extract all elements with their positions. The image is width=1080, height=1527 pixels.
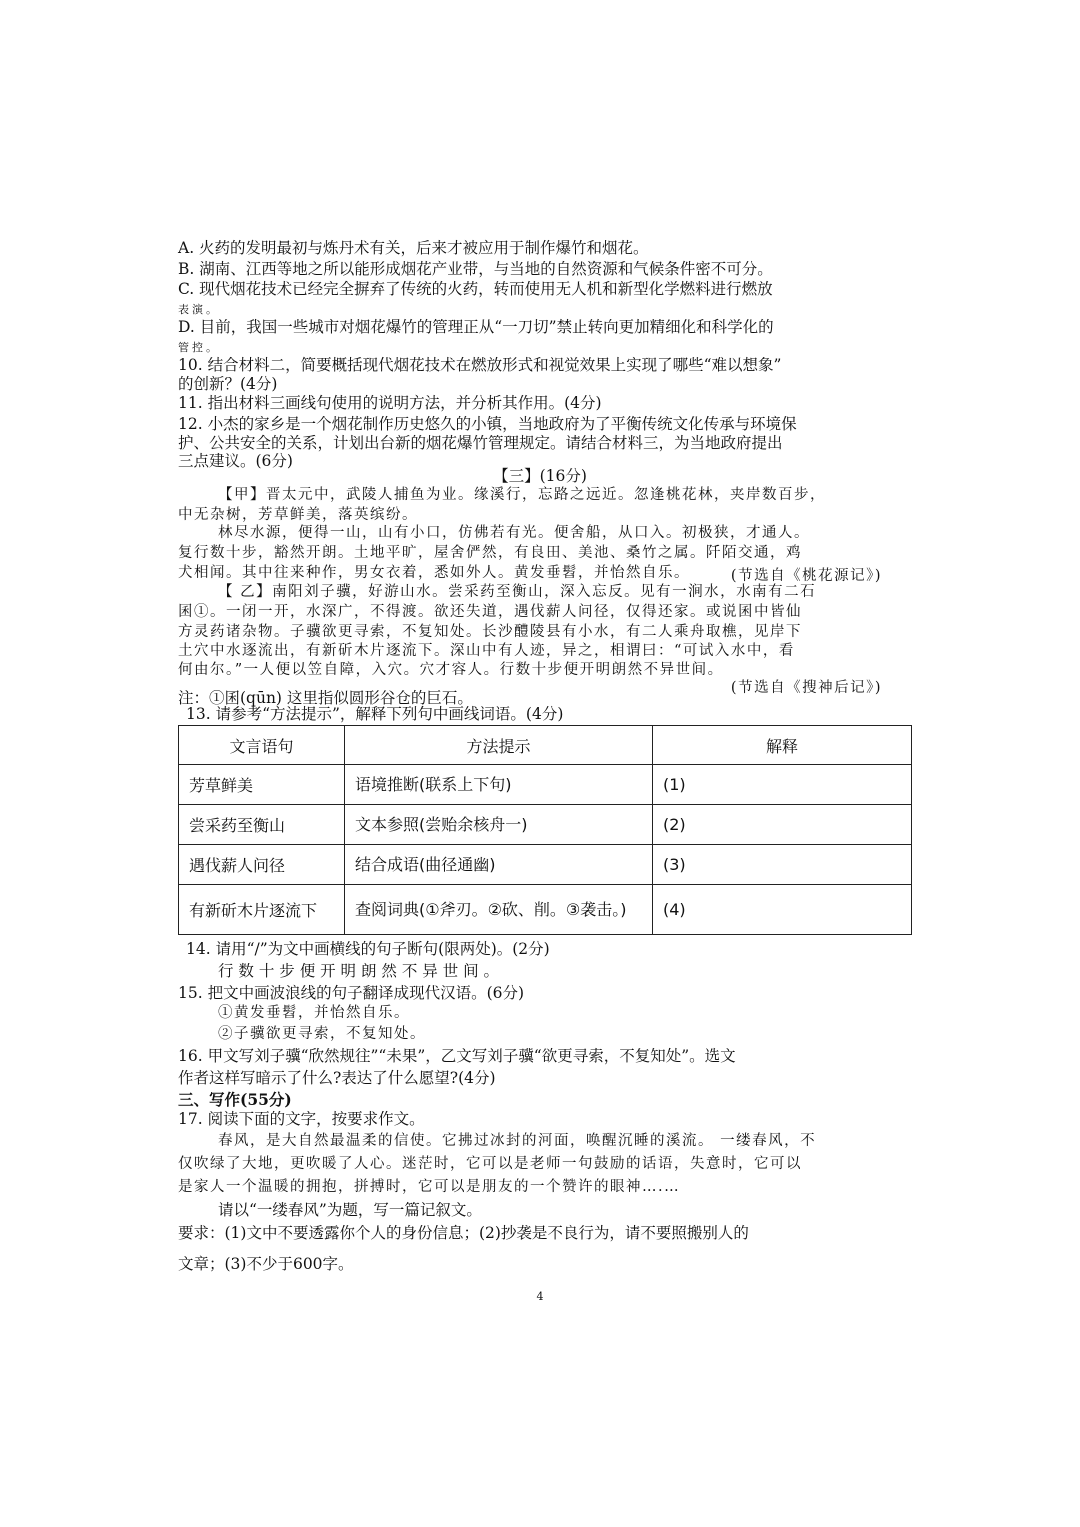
row-answer: (3) <box>653 845 912 885</box>
passage-jia-line3: 林尽水源，便得一山，山有小口，仿佛若有光。便舍船，从口入。初极狭，才通人。 <box>218 525 810 541</box>
header-sentence: 文言语句 <box>179 726 345 765</box>
option-c-line1: C. 现代烟花技术已经完全摒弃了传统的火药，转而使用无人机和新型化学燃料进行燃放 <box>178 280 773 298</box>
writing-para-line2: 仅吹绿了大地，更吹暖了人心。迷茫时，它可以是老师一句鼓励的话语，失意时，它可以 <box>178 1156 802 1172</box>
question-15-sentence2: ②子骥欲更寻索，不复知处。 <box>218 1026 426 1042</box>
row-hint: 结合成语(曲径通幽) <box>345 845 653 885</box>
question-10-line2: 的创新？(4分) <box>178 375 278 393</box>
option-a: A. 火药的发明最初与炼丹术有关，后来才被应用于制作爆竹和烟花。 <box>178 239 649 257</box>
question-12-line3: 三点建议。(6分) <box>178 452 293 470</box>
writing-para-line3: 是家人一个温暖的拥抱，拼搏时，它可以是朋友的一个赞许的眼神….… <box>178 1179 681 1195</box>
passage-yi-line1: 【 乙】南阳刘子骥，好游山水。尝采药至衡山，深入忘反。见有一涧水，水南有二石 <box>218 584 817 600</box>
annotation-note: 注：①囷(qūn) 这里指似圆形谷仓的巨石。 <box>178 689 473 707</box>
table-row <box>179 845 912 885</box>
table-row <box>179 885 912 935</box>
passage-jia-line5: 犬相闻。其中往来种作，男女衣着，悉如外人。黄发垂髫，并怡然自乐。 <box>178 565 690 581</box>
writing-instruction: 请以“一缕春风”为题，写一篇记叙文。 <box>218 1201 482 1219</box>
question-16-line1: 16. 甲文写刘子骥“欣然规往”“未果”，乙文写刘子骥“欲更寻索，不复知处”。选文 <box>178 1047 736 1065</box>
row-sentence: 芳草鲜美 <box>179 765 345 805</box>
table-row <box>179 765 912 805</box>
question-15-prompt: 15. 把文中画波浪线的句子翻译成现代汉语。(6分) <box>178 984 525 1002</box>
question-15-sentence1: ①黄发垂髫，并怡然自乐。 <box>218 1005 410 1021</box>
table-row <box>179 805 912 845</box>
row-hint: 语境推断(联系上下句) <box>345 765 653 805</box>
passage-yi-line5: 何由尔。”一人便以笠自障，入穴。穴才容人。行数十步便开明朗然不异世间。 <box>178 662 724 678</box>
option-b: B. 湖南、江西等地之所以能形成烟花产业带，与当地的自然资源和气候条件密不可分。 <box>178 260 773 278</box>
question-12-line2: 护、公共安全的关系，计划出台新的烟花爆竹管理规定。请结合材料三，为当地政府提出 <box>178 434 783 452</box>
option-d-line1: D. 目前，我国一些城市对烟花爆竹的管理正从“一刀切”禁止转向更加精细化和科学化的 <box>178 318 774 336</box>
passage-yi-line3: 方灵药诸杂物。子骥欲更寻索，不复知处。长沙醴陵县有小水，有二人乘舟取樵，见岸下 <box>178 624 802 640</box>
writing-requirements-line1: 要求：(1)文中不要透露你个人的身份信息；(2)抄袭是不良行为，请不要照搬别人的 <box>178 1224 749 1242</box>
section-3-title: 【三】(16分) <box>493 467 587 485</box>
row-sentence: 尝采药至衡山 <box>179 805 345 845</box>
option-d-line2: 管控。 <box>178 341 220 354</box>
table-header-row <box>179 726 912 765</box>
writing-heading: 三、写作(55分) <box>178 1090 292 1109</box>
passage-yi-source: (节选自《搜神后记》) <box>730 680 882 696</box>
question-17-prompt: 17. 阅读下面的文字，按要求作文。 <box>178 1110 425 1128</box>
header-answer: 解释 <box>653 726 912 765</box>
writing-para-line1: 春风，是大自然最温柔的信使。它拂过冰封的河面，唤醒沉睡的溪流。 一缕春风，不 <box>218 1133 817 1149</box>
writing-requirements-line2: 文章；(3)不少于600字。 <box>178 1255 354 1273</box>
question-12-line1: 12. 小杰的家乡是一个烟花制作历史悠久的小镇，当地政府为了平衡传统文化传承与环境保 <box>178 415 797 433</box>
question-16-line2: 作者这样写暗示了什么?表达了什么愿望?(4分) <box>178 1069 496 1087</box>
passage-yi-line4: 土穴中水逐流出，有新斫木片逐流下。深山中有人迹，异之，相谓曰：“可试入水中，看 <box>178 643 795 659</box>
question-14-prompt: 14. 请用“/”为文中画横线的句子断句(限两处)。(2分) <box>186 940 550 958</box>
passage-jia-source: (节选自《桃花源记》) <box>730 568 882 584</box>
passage-jia-line2: 中无杂树，芳草鲜美，落英缤纷。 <box>178 507 418 523</box>
question-14-sentence: 行 数 十 步 便 开 明 朗 然 不 异 世 间 。 <box>218 962 500 980</box>
passage-yi-line2: 囷①。一闭一开，水深广，不得渡。欲还失道，遇伐薪人问径，仅得还家。或说囷中皆仙 <box>178 604 802 620</box>
passage-jia-line4: 复行数十步，豁然开朗。土地平旷，屋舍俨然，有良田、美池、桑竹之属。阡陌交通，鸡 <box>178 545 802 561</box>
row-answer: (4) <box>653 885 912 935</box>
question-13-table <box>178 725 912 935</box>
row-hint: 查阅词典(①斧刃。②砍、削。③袭击。) <box>345 885 653 935</box>
passage-jia-line1: 【甲】晋太元中，武陵人捕鱼为业。缘溪行，忘路之远近。忽逢桃花林，夹岸数百步， <box>218 487 826 503</box>
row-sentence: 遇伐薪人问径 <box>179 845 345 885</box>
option-c-line2: 表演。 <box>178 303 220 316</box>
question-11: 11. 指出材料三画线句使用的说明方法，并分析其作用。(4分) <box>178 394 602 412</box>
question-10-line1: 10. 结合材料二，简要概括现代烟花技术在燃放形式和视觉效果上实现了哪些“难以想象” <box>178 356 782 374</box>
row-sentence: 有新斫木片逐流下 <box>179 885 345 935</box>
row-answer: (1) <box>653 765 912 805</box>
page-number: 4 <box>536 1290 544 1303</box>
header-hint: 方法提示 <box>345 726 653 765</box>
row-hint: 文本参照(尝贻余核舟一) <box>345 805 653 845</box>
question-13-prompt: 13. 请参考“方法提示”，解释下列句中画线词语。(4分) <box>186 705 564 723</box>
row-answer: (2) <box>653 805 912 845</box>
